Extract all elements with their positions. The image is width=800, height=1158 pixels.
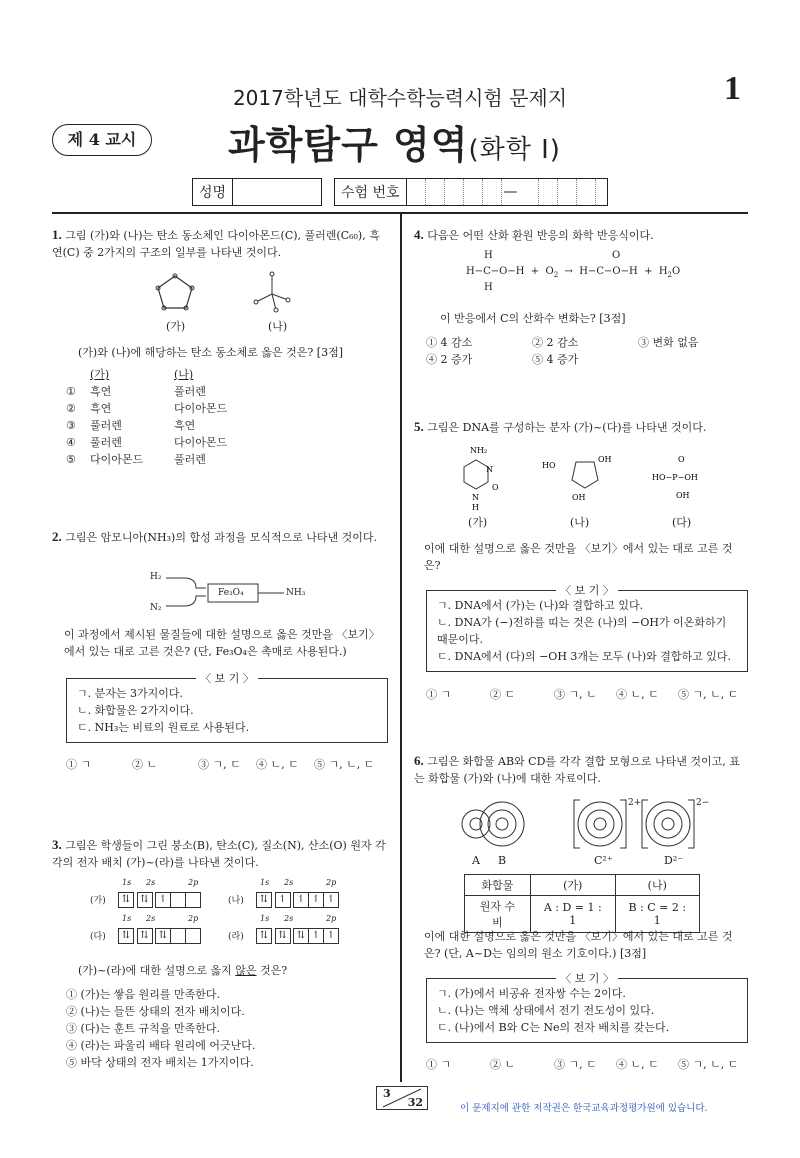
q4-option[interactable]: ① 4 감소 — [426, 336, 473, 349]
svg-text:H: H — [472, 503, 479, 512]
q5-choice[interactable]: ① ㄱ — [426, 688, 452, 701]
q1-question: (가)와 (나)에 해당하는 탄소 동소체로 옳은 것은? [3점] — [78, 346, 344, 359]
question-3: 3. 그림은 학생들이 그린 붕소(B), 탄소(C), 질소(N), 산소(O) 원자 각각의 전자 배치 (가)~(라)를 나타낸 것이다. — [52, 837, 386, 869]
q2-choice[interactable]: ② ㄴ — [132, 758, 158, 771]
svg-text:OH: OH — [598, 455, 612, 464]
fullerene-icon — [156, 274, 194, 310]
q2-stem: 그림은 암모니아(NH₃)의 합성 과정을 모식적으로 나타낸 것이다. — [65, 531, 377, 544]
q4-stem: 다음은 어떤 산화 환원 반응의 화학 반응식이다. — [427, 229, 654, 242]
q5-fig-c: (다) — [672, 516, 692, 529]
q3-config-ga: (가) ⇅ ⇅ ↿ — [90, 892, 200, 908]
q6-label-c: C²⁺ — [594, 854, 613, 867]
q6-choice[interactable]: ③ ㄱ, ㄷ — [554, 1058, 597, 1071]
question-6: 6. 그림은 화합물 AB와 CD를 각각 결합 모형으로 나타낸 것이고, 표는 화합물 (가)와 (나)에 대한 자료이다. — [414, 753, 740, 785]
q6-label-a: A — [472, 854, 480, 867]
subject-title — [228, 114, 561, 169]
column-divider — [400, 214, 402, 1082]
q4-options — [426, 334, 746, 368]
copyright-notice: 이 문제지에 관한 저작권은 한국교육과정평가원에 있습니다. — [460, 1103, 708, 1114]
question-1 — [52, 226, 388, 261]
subject-main: 과학탐구 영역 — [228, 123, 469, 167]
q5-fig-b: (나) — [570, 516, 590, 529]
q5-fig-a: (가) — [468, 516, 488, 529]
q1-number: 1. — [52, 227, 62, 242]
q1-option[interactable]: ③ 풀러렌 흑연 — [66, 419, 196, 432]
q2-choice[interactable]: ⑤ ㄱ, ㄴ, ㄷ — [314, 758, 375, 771]
q6-bogi-box: 〈 보 기 〉 ㄱ. (가)에서 비공유 전자쌍 수는 2이다. ㄴ. (나)는 액체 상태에서 전기 전도성이 있다. ㄷ. (나)에서 B와 C는 Ne의 전자 배치를 갖는다. — [426, 978, 748, 1043]
svg-text:N: N — [486, 465, 493, 474]
q5-bogi-box: 〈 보 기 〉 ㄱ. DNA에서 (가)는 (나)와 결합하고 있다. ㄴ. DNA가 (−)전하를 띠는 것은 (나)의 −OH가 이온화하기 때문이다. ㄷ. DNA에서 (다)의 −OH 3개는 모두 (나)와 결합하고 있다. — [426, 590, 748, 672]
q1-option[interactable]: ④ 풀러렌 다이아몬드 — [66, 436, 228, 449]
q6-label-b: B — [498, 854, 507, 867]
question-4: 4. 다음은 어떤 산화 환원 반응의 화학 반응식이다. — [414, 227, 654, 242]
question-2: 2. 그림은 암모니아(NH₃)의 합성 과정을 모식적으로 나타낸 것이다. — [52, 529, 377, 544]
q2-n2: N₂ — [150, 603, 162, 613]
q1-options: (가) (나) ① 흑연 풀러렌 ② 흑연 다이아몬드 ③ 풀러렌 흑연 ④ 풀러렌 다이아몬드 ⑤ 다이아몬드 풀러렌 — [66, 366, 366, 468]
exam-title: 2017학년도 대학수학능력시험 문제지 — [232, 86, 568, 110]
q3-stem: 그림은 학생들이 그린 붕소(B), 탄소(C), 질소(N), 산소(O) 원자 각각의 전자 배치 (가)~(라)를 나타낸 것이다. — [52, 839, 386, 869]
q3-options — [66, 986, 390, 1071]
q2-choices — [66, 756, 390, 773]
q2-choice[interactable]: ① ㄱ — [66, 758, 92, 771]
q5-figures — [456, 444, 726, 514]
q3-config-na: (나) ⇅ ↿ ↿ ↿ ↿ — [228, 892, 338, 908]
q5-question: 이에 대한 설명으로 옳은 것만을 〈보기〉에서 있는 대로 고른 것은? — [424, 542, 733, 572]
q2-h2: H₂ — [150, 572, 162, 582]
exam-number-field[interactable] — [334, 178, 608, 206]
period-badge: 제 4 교시 — [52, 124, 152, 156]
q6-question: 이에 대한 설명으로 옳은 것만을 〈보기〉에서 있는 대로 고른 것은? (단, A~D는 임의의 원소 기호이다.) [3점] — [424, 930, 733, 960]
q3-config-ra: (라) ⇅ ⇅ ⇅ ↿ ↿ — [228, 928, 338, 944]
q5-stem: 그림은 DNA를 구성하는 분자 (가)~(다)를 나타낸 것이다. — [427, 421, 707, 434]
footer-page: 3 — [383, 1087, 391, 1100]
name-field[interactable] — [192, 178, 322, 206]
q4-option[interactable]: ⑤ 4 증가 — [532, 353, 579, 366]
q2-question: 이 과정에서 제시된 물질들에 대한 설명으로 옳은 것만을 〈보기〉에서 있는 대로 고른 것은? (단, Fe₃O₄은 촉매로 사용된다.) — [64, 628, 380, 658]
q4-option[interactable]: ④ 2 증가 — [426, 353, 473, 366]
q4-equation: H $H-C-O-H + O_2 \to H-C-O-H + H_2O$ H O — [466, 250, 681, 293]
q1-option[interactable]: ② 흑연 다이아몬드 — [66, 402, 228, 415]
q5-choice[interactable]: ④ ㄴ, ㄷ — [616, 688, 659, 701]
bond-model-icon — [456, 796, 736, 852]
q2-bogi-box: 〈 보 기 〉 ㄱ. 분자는 3가지이다. ㄴ. 화합물은 2가지이다. ㄷ. NH₃는 비료의 원료로 사용된다. — [66, 678, 388, 743]
q2-nh3: NH₃ — [286, 588, 306, 598]
svg-text:HO: HO — [542, 461, 556, 470]
exam-number-label: 수험 번호 — [335, 179, 407, 205]
q4-question: 이 반응에서 C의 산화수 변화는? [3점] — [440, 312, 626, 325]
q1-fig-a-label: (가) — [166, 320, 186, 333]
exam-number-dash: — — [503, 184, 518, 200]
q1-fig-b-label: (나) — [268, 320, 288, 333]
q6-stem: 그림은 화합물 AB와 CD를 각각 결합 모형으로 나타낸 것이고, 표는 화합물 (가)와 (나)에 대한 자료이다. — [414, 755, 740, 785]
svg-text:N: N — [472, 493, 479, 502]
q3-option[interactable]: ⑤ 바닥 상태의 전자 배치는 1가지이다. — [66, 1056, 254, 1069]
svg-text:OH: OH — [572, 493, 586, 502]
q6-choice[interactable]: ① ㄱ — [426, 1058, 452, 1071]
q6-d-charge: 2− — [696, 798, 710, 808]
q5-choices — [426, 686, 750, 703]
q6-c-charge: 2+ — [628, 798, 642, 808]
q3-option[interactable]: ④ (라)는 파울리 배타 원리에 어긋난다. — [66, 1039, 256, 1052]
q3-question: (가)~(라)에 대한 설명으로 옳지 않은 것은? — [78, 964, 288, 977]
q3-config-da: (다) ⇅ ⇅ ⇅ — [90, 928, 200, 944]
diamond-icon — [254, 272, 290, 312]
svg-text:HO−P−OH: HO−P−OH — [652, 473, 698, 482]
q6-choice[interactable]: ⑤ ㄱ, ㄴ, ㄷ — [678, 1058, 739, 1071]
q3-option[interactable]: ③ (다)는 훈트 규칙을 만족한다. — [66, 1022, 220, 1035]
svg-text:O: O — [492, 483, 499, 492]
footer-page-box — [376, 1086, 428, 1110]
q1-option[interactable]: ⑤ 다이아몬드 풀러렌 — [66, 453, 206, 466]
q6-choice[interactable]: ② ㄴ — [490, 1058, 516, 1071]
q2-choice[interactable]: ③ ㄱ, ㄷ — [198, 758, 241, 771]
q1-option[interactable]: ① 흑연 풀러렌 — [66, 385, 206, 398]
svg-text:NH₂: NH₂ — [470, 446, 488, 455]
q6-choices — [426, 1056, 750, 1073]
q6-label-d: D²⁻ — [664, 854, 684, 867]
svg-text:O: O — [678, 455, 685, 464]
q3-option[interactable]: ① (가)는 쌓음 원리를 만족한다. — [66, 988, 220, 1001]
footer-total: 32 — [407, 1096, 423, 1109]
q2-choice[interactable]: ④ ㄴ, ㄷ — [256, 758, 299, 771]
q5-choice[interactable]: ② ㄷ — [490, 688, 516, 701]
page-number: 1 — [724, 70, 741, 107]
q3-option[interactable]: ② (나)는 들뜬 상태의 전자 배치이다. — [66, 1005, 245, 1018]
q5-choice[interactable]: ⑤ ㄱ, ㄴ, ㄷ — [678, 688, 739, 701]
subject-sub: (화학 I) — [468, 135, 561, 165]
q2-catalyst: Fe₃O₄ — [218, 588, 244, 598]
q4-option[interactable]: ③ 변화 없음 — [638, 336, 699, 349]
q1-stem: 그림 (가)와 (나)는 탄소 동소체인 다이아몬드(C), 풀러렌(C₆₀), 흑연(C) 중 2가지의 구조의 일부를 나타낸 것이다. — [52, 229, 380, 259]
q3-configs: 1s 2s 2p 1s 2s 2p (가) ⇅ ⇅ ↿ (나) ⇅ ↿ ↿ ↿ ↿ 1s 2s 2p 1s 2s 2p (다) ⇅ ⇅ ⇅ (라) ⇅ ⇅ ⇅ ↿ ↿ — [90, 878, 370, 948]
question-5: 5. 그림은 DNA를 구성하는 분자 (가)~(다)를 나타낸 것이다. — [414, 419, 707, 434]
svg-text:OH: OH — [676, 491, 690, 500]
q6-choice[interactable]: ④ ㄴ, ㄷ — [616, 1058, 659, 1071]
q6-data-table: 화합물 (가) (나) 원자 수 비 A : D = 1 : 1 B : C = 2 : 1 — [464, 874, 700, 933]
q4-option[interactable]: ② 2 감소 — [532, 336, 579, 349]
q5-choice[interactable]: ③ ㄱ, ㄴ — [554, 688, 597, 701]
name-label: 성명 — [193, 179, 233, 205]
